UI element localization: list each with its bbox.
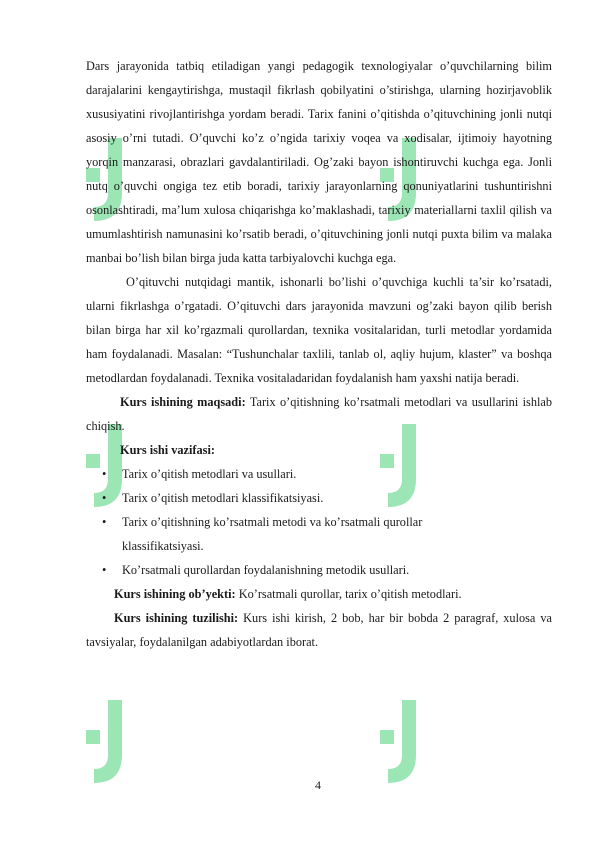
page-body xyxy=(86,54,552,654)
page-number: 4 xyxy=(315,778,321,792)
bullet-icon: • xyxy=(102,491,107,505)
course-object-label: Kurs ishining ob’yekti: xyxy=(114,587,236,601)
bullet-icon: • xyxy=(102,467,107,481)
course-object xyxy=(86,582,552,606)
course-tasks-label: Kurs ishi vazifasi: xyxy=(120,443,215,457)
bullet-icon: • xyxy=(102,515,107,529)
paragraph-2: O’qituvchi nutqidagi mantik, ishonarli bo’lishi o’quvchiga kuchli ta’sir ko’rsatadi, ularni fikrlashga o’rgatadi. O’qituvchi dars jarayonida mavzuni og’zaki bayon qilib berish bilan birga har xil ko’rgazmali qurollardan, texnika vositalaridan, turli metodlar yordamida ham foydalanadi. Masalan: “Tushunchalar taxlili, tanlab ol, aqliy hujum, klaster” va boshqa metodlardan foydalanadi. Texnika vositaladaridan foydalanish ham yaxshi natija beradi. xyxy=(86,275,552,385)
bullet-icon: • xyxy=(102,563,107,577)
list-item: • Ko’rsatmali qurollardan foydalanishning metodik usullari. xyxy=(86,558,552,582)
course-goal xyxy=(86,390,552,438)
course-object-text: Ko’rsatmali qurollar, tarix o’qitish metodlari. xyxy=(235,587,462,601)
course-tasks-list xyxy=(86,462,552,582)
list-item: • Tarix o’qitishning ko’rsatmali metodi va ko’rsatmali qurollar klassifikatsiyasi. xyxy=(86,510,552,558)
list-item: • Tarix o’qitish metodlari klassifikatsiyasi. xyxy=(86,486,552,510)
list-item: • Tarix o’qitish metodlari va usullari. xyxy=(86,462,552,486)
course-structure-label: Kurs ishining tuzilishi: xyxy=(114,611,239,625)
course-goal-label: Kurs ishining maqsadi: xyxy=(120,395,246,409)
course-tasks-heading xyxy=(86,438,552,462)
paragraph-1: Dars jarayonida tatbiq etiladigan yangi pedagogik texnologiyalar o’quvchilarning bilim darajalarini kengaytirishga, mustaqil fikrlash qobilyatini o’stirishga, ularning hozirjavoblik xususiyatini rivojlantirishga yordam beradi. Tarix fanini o’qitishda o’qituvchining jonli nutqi asosiy o’rni tutadi. O’quvchi ko’z o’ngida tarixiy voqea va xodisalar, ijtimoiy hayotning yorqin manzarasi, obrazlari gavdalantiriladi. Og’zaki bayon ishontiruvchi kuchga ega. Jonli nutq o’quvchi ongiga tez etib boradi, tarixiy jarayonlarning qonuniyatlarini tushuntirishni osonlashtiradi, ma’lum xulosa chiqarishga ko’maklashadi, tarixiy materiallarni taxlil qilish va umumlashtirish namunasini ko’rsatib beradi, o’qituvchining jonli nutqi puxta bilim va malaka manbai bo’lish bilan birga juda katta tarbiyalovchi kuchga ega. xyxy=(86,59,552,265)
course-goal-text: Tarix o’qitishning ko’rsatmali metodlari va usullarini ishlab chiqish. xyxy=(86,395,553,433)
course-structure-text: Kurs ishi kirish, 2 bob, har bir bobda 2 paragraf, xulosa va tavsiyalar, foydalanilgan adabiyotlardan iborat. xyxy=(86,611,553,649)
course-structure xyxy=(86,606,552,654)
